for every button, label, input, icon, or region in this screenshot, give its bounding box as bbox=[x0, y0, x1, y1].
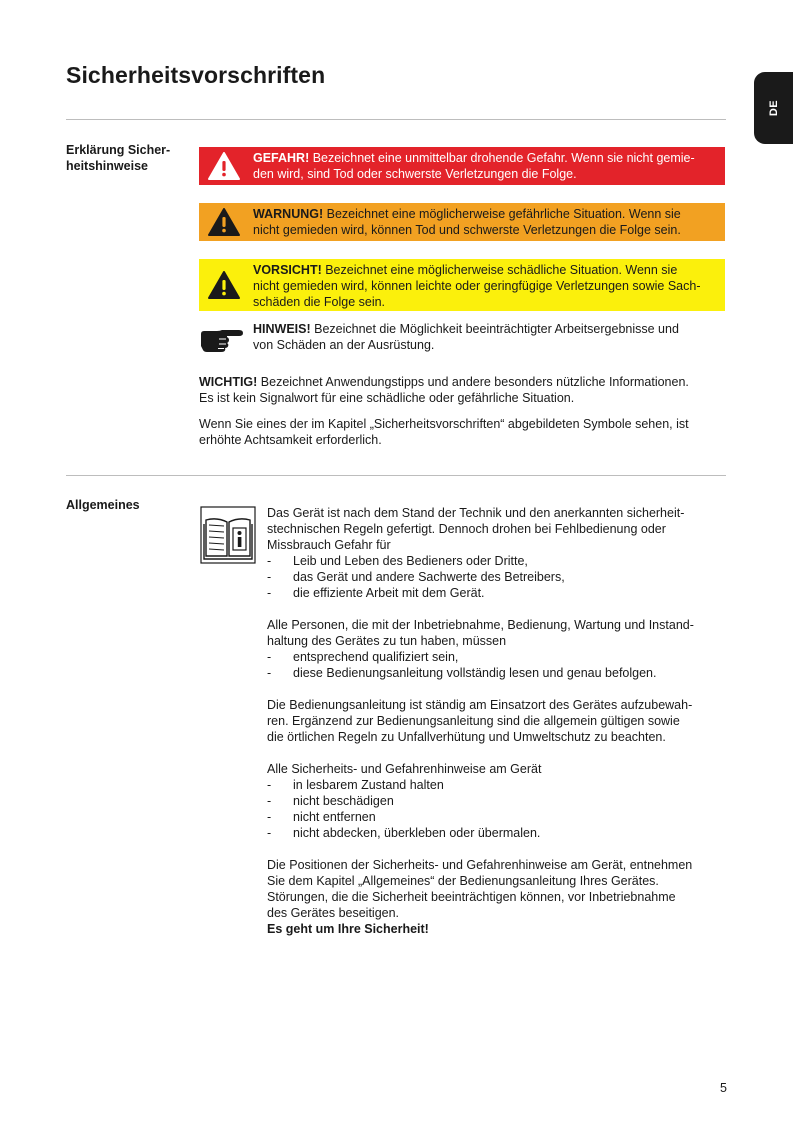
list-item-text: entsprechend qualifiziert sein, bbox=[293, 650, 459, 664]
general-intro-line1: Das Gerät ist nach dem Stand der Technik und den anerkannten sicherheit- bbox=[267, 506, 685, 520]
list-dash: - bbox=[267, 554, 272, 568]
important-label: WICHTIG! bbox=[199, 375, 258, 389]
list-dash: - bbox=[267, 826, 272, 840]
general-manual-line1: Die Bedienungsanleitung ist ständig am Einsatzort des Gerätes aufzubewah- bbox=[267, 698, 693, 712]
general-positions-line2: Sie dem Kapitel „Allgemeines“ der Bedienungsanleitung Ihres Gerätes. bbox=[267, 874, 659, 888]
language-tab-label: DE bbox=[767, 99, 780, 117]
list-item bbox=[267, 665, 727, 681]
list-dash: - bbox=[267, 570, 272, 584]
general-persons-line2: haltung des Gerätes zu tun haben, müssen bbox=[267, 634, 507, 648]
symbols-text-line2: erhöhte Achtsamkeit erforderlich. bbox=[199, 433, 382, 447]
general-signs-list bbox=[267, 777, 727, 841]
list-item-text: das Gerät und andere Sachwerte des Betreibers, bbox=[293, 570, 565, 584]
warning-triangle-icon bbox=[207, 151, 241, 181]
important-text-line2: Es ist kein Signalwort für eine schädliche oder gefährliche Situation. bbox=[199, 391, 575, 405]
note-notice bbox=[199, 320, 725, 360]
list-item bbox=[267, 585, 727, 601]
list-dash: - bbox=[267, 650, 272, 664]
warning-notice bbox=[199, 203, 725, 241]
warning-triangle-icon bbox=[207, 207, 241, 237]
general-persons bbox=[267, 617, 727, 649]
caution-text-line3: schäden die Folge sein. bbox=[253, 295, 386, 309]
section-heading-general: Allgemeines bbox=[66, 498, 140, 512]
important-text-line1: Bezeichnet Anwendungstipps und andere besonders nützliche Informationen. bbox=[257, 375, 689, 389]
general-positions bbox=[267, 857, 727, 921]
page-title: Sicherheitsvorschriften bbox=[66, 62, 326, 88]
danger-text-line2: den wird, sind Tod oder schwerste Verletzungen die Folge. bbox=[253, 167, 577, 181]
list-item-text: diese Bedienungsanleitung vollständig lesen und genau befolgen. bbox=[293, 666, 657, 680]
list-item bbox=[267, 569, 727, 585]
general-persons-line1: Alle Personen, die mit der Inbetriebnahme, Bedienung, Wartung und Instand- bbox=[267, 618, 694, 632]
symbols-paragraph bbox=[199, 416, 725, 448]
list-item-text: nicht beschädigen bbox=[293, 794, 394, 808]
list-item bbox=[267, 825, 727, 841]
warning-text-line2: nicht gemieden wird, können Tod und schwerste Verletzungen die Folge sein. bbox=[253, 223, 681, 237]
general-positions-line4: des Gerätes beseitigen. bbox=[267, 906, 400, 920]
list-item bbox=[267, 809, 727, 825]
list-item bbox=[267, 553, 727, 569]
danger-notice bbox=[199, 147, 725, 185]
general-manual-line2: ren. Ergänzend zur Bedienungsanleitung sind die allgemein gültigen sowie bbox=[267, 714, 680, 728]
list-dash: - bbox=[267, 586, 272, 600]
general-intro-line2: stechnischen Regeln gefertigt. Dennoch drohen bei Fehlbedienung oder bbox=[267, 522, 666, 536]
list-item-text: in lesbarem Zustand halten bbox=[293, 778, 444, 792]
danger-text-line1: Bezeichnet eine unmittelbar drohende Gefahr. Wenn sie nicht gemie- bbox=[309, 151, 695, 165]
section-heading-explanation bbox=[66, 142, 191, 174]
section-heading-explanation-line1: Erklärung Sicher- bbox=[66, 143, 171, 157]
divider-top bbox=[66, 119, 726, 120]
caution-text-line1: Bezeichnet eine möglicherweise schädliche Situation. Wenn sie bbox=[321, 263, 678, 277]
caution-notice bbox=[199, 259, 725, 311]
list-item-text: nicht abdecken, überkleben oder übermalen. bbox=[293, 826, 541, 840]
general-section-body bbox=[267, 505, 727, 937]
closing-statement: Es geht um Ihre Sicherheit! bbox=[267, 922, 429, 936]
list-item bbox=[267, 777, 727, 793]
caution-label: VORSICHT! bbox=[253, 263, 322, 277]
section-heading-explanation-line2: heitshinweise bbox=[66, 159, 148, 173]
note-notice-text bbox=[253, 321, 721, 353]
danger-notice-text bbox=[253, 150, 721, 182]
caution-text-line2: nicht gemieden wird, können leichte oder geringfügige Verletzungen sowie Sach- bbox=[253, 279, 701, 293]
general-intro-line3: Missbrauch Gefahr für bbox=[267, 538, 391, 552]
list-dash: - bbox=[267, 794, 272, 808]
general-persons-list bbox=[267, 649, 727, 681]
general-positions-line1: Die Positionen der Sicherheits- und Gefahrenhinweise am Gerät, entnehmen bbox=[267, 858, 693, 872]
language-tab[interactable] bbox=[754, 72, 793, 144]
general-positions-line3: Störungen, die die Sicherheit beeinträchtigen können, vor Inbetriebnahme bbox=[267, 890, 676, 904]
read-manual-icon bbox=[200, 506, 256, 564]
list-dash: - bbox=[267, 778, 272, 792]
note-text-line2: von Schäden an der Ausrüstung. bbox=[253, 338, 435, 352]
warning-label: WARNUNG! bbox=[253, 207, 324, 221]
list-dash: - bbox=[267, 666, 272, 680]
list-item bbox=[267, 793, 727, 809]
general-intro bbox=[267, 505, 727, 553]
general-intro-list bbox=[267, 553, 727, 601]
list-item-text: nicht entfernen bbox=[293, 810, 376, 824]
general-signs: Alle Sicherheits- und Gefahrenhinweise am Gerät bbox=[267, 762, 542, 776]
warning-text-line1: Bezeichnet eine möglicherweise gefährliche Situation. Wenn sie bbox=[323, 207, 681, 221]
warning-notice-text bbox=[253, 206, 721, 238]
symbols-text-line1: Wenn Sie eines der im Kapitel „Sicherheitsvorschriften“ abgebildeten Symbole sehen, ist bbox=[199, 417, 689, 431]
note-label: HINWEIS! bbox=[253, 322, 311, 336]
divider-middle bbox=[66, 475, 726, 476]
general-manual-line3: die örtlichen Regeln zu Unfallverhütung und Umweltschutz zu beachten. bbox=[267, 730, 666, 744]
important-paragraph bbox=[199, 374, 725, 406]
page-number: 5 bbox=[720, 1081, 727, 1095]
list-item bbox=[267, 649, 727, 665]
list-item-text: die effiziente Arbeit mit dem Gerät. bbox=[293, 586, 485, 600]
warning-triangle-icon bbox=[207, 270, 241, 300]
note-text-line1: Bezeichnet die Möglichkeit beeinträchtigter Arbeitsergebnisse und bbox=[310, 322, 679, 336]
caution-notice-text bbox=[253, 262, 721, 310]
pointing-hand-icon bbox=[199, 327, 245, 353]
list-dash: - bbox=[267, 810, 272, 824]
list-item-text: Leib und Leben des Bedieners oder Dritte, bbox=[293, 554, 528, 568]
general-manual bbox=[267, 697, 727, 745]
danger-label: GEFAHR! bbox=[253, 151, 310, 165]
